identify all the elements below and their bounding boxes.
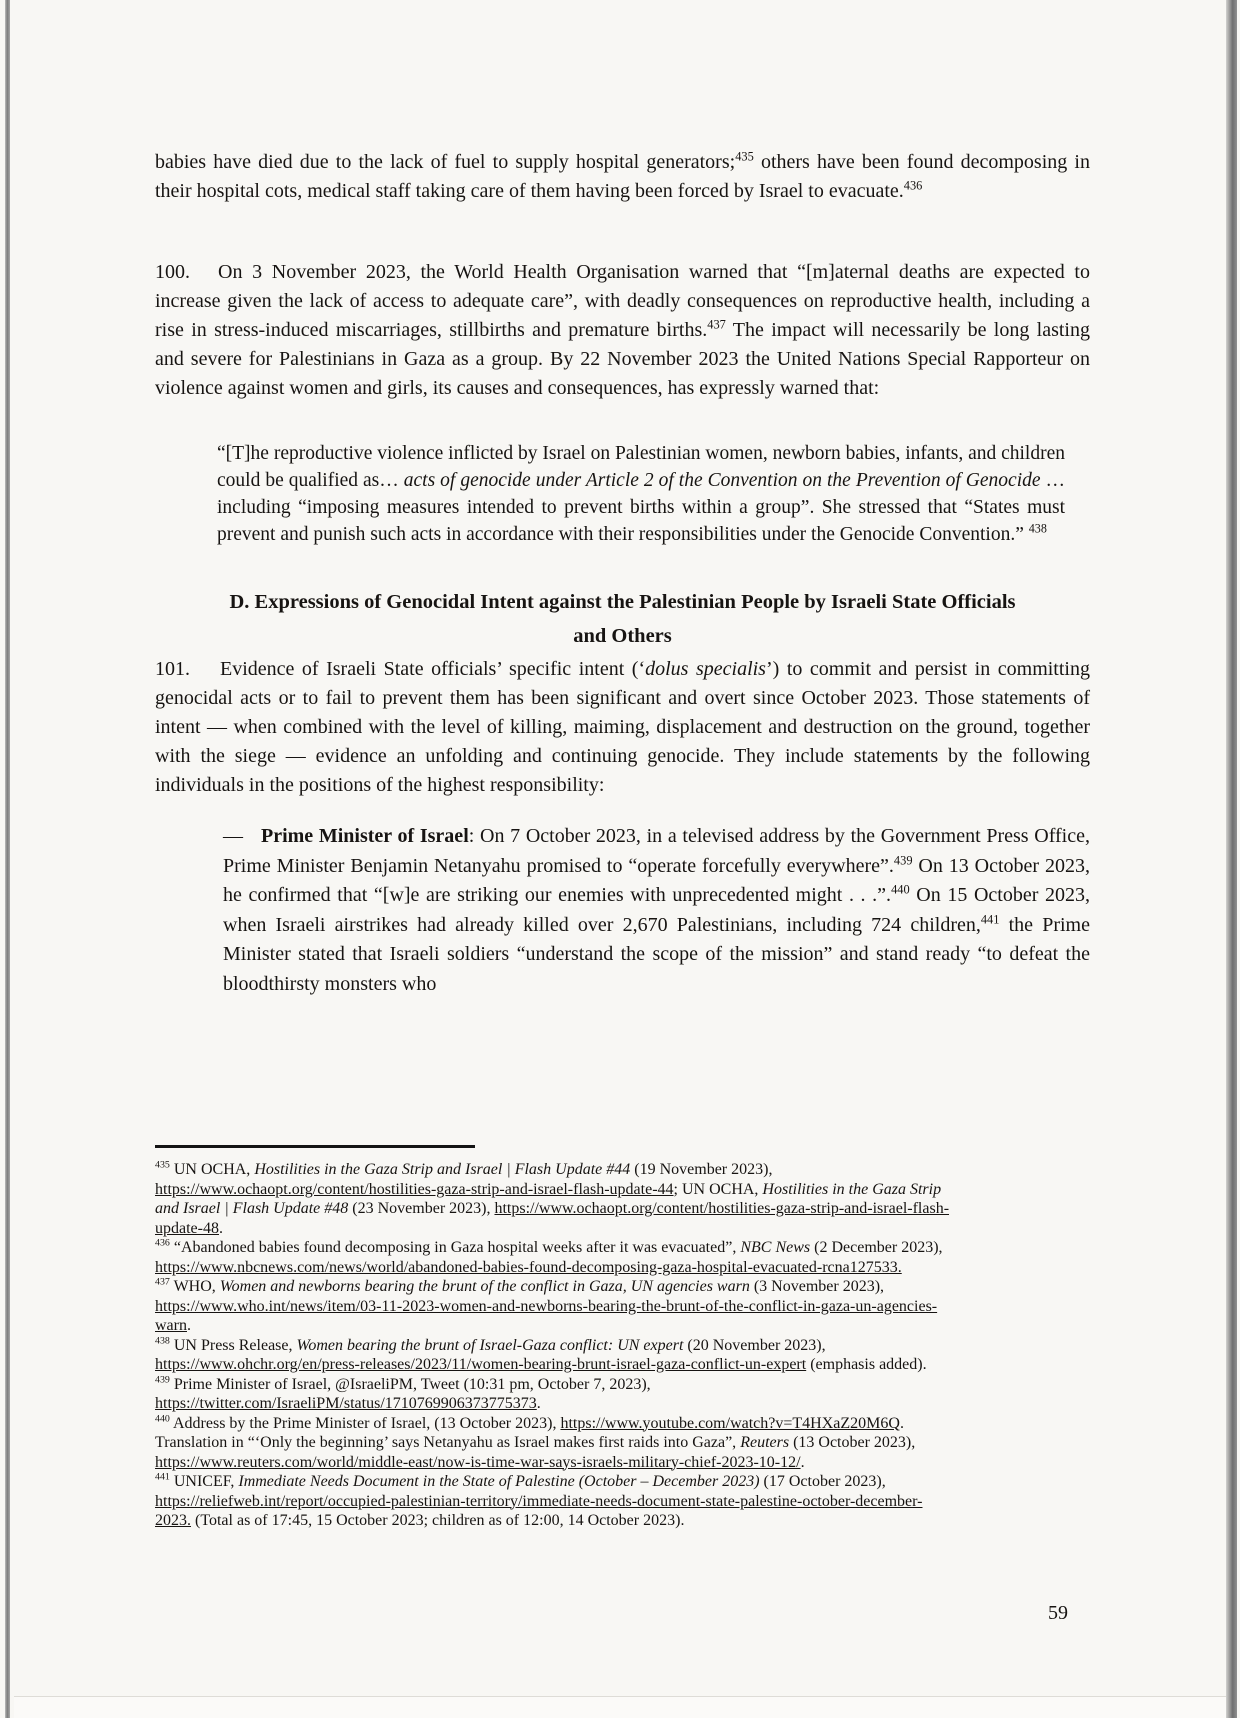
hyperlink[interactable]: https://twitter.com/IsraeliPM/status/1710769906373775373 bbox=[155, 1395, 537, 1412]
footnote-435 bbox=[155, 1160, 1090, 1238]
hyperlink[interactable]: 2023. bbox=[155, 1512, 191, 1529]
hyperlink[interactable]: https://reliefweb.int/report/occupied-palestinian-territory/immediate-needs-document-state-palestine-october-december- bbox=[155, 1492, 923, 1510]
text-run: (19 November 2023), bbox=[630, 1161, 773, 1178]
footnote-439 bbox=[155, 1375, 1090, 1414]
italic-run: acts of genocide under Article 2 of the Convention on the Prevention of Genocide bbox=[403, 470, 1041, 491]
text-run: (Total as of 17:45, 15 October 2023; children as of 12:00, 14 October 2023). bbox=[191, 1512, 685, 1529]
text-run: 100. bbox=[155, 261, 190, 283]
text-run: On 15 October 2023, when Israeli airstrikes had already killed over 2,670 Palestinians, including 724 children, bbox=[223, 884, 1090, 936]
superscript-ref: 440 bbox=[891, 882, 910, 897]
text-run: (17 October 2023), bbox=[759, 1473, 886, 1490]
italic-run: NBC News bbox=[740, 1239, 811, 1256]
text-run: 101. bbox=[155, 658, 190, 680]
page-number: 59 bbox=[1048, 1602, 1068, 1624]
superscript-ref: 436 bbox=[155, 1237, 170, 1249]
superscript-ref: 441 bbox=[155, 1471, 170, 1483]
text-run: . bbox=[899, 1414, 904, 1432]
text-run: “[T]he reproductive violence inflicted by Israel on Palestinian women, newborn babies, infants, and children could be qualified as… bbox=[217, 443, 1065, 491]
text-run: On 13 October 2023, he confirmed that “[w]e are striking our enemies with unprecedented might . . .”. bbox=[223, 854, 1091, 906]
text-run: UNICEF, bbox=[169, 1473, 239, 1490]
text-run: Prime Minister of Israel, @IsraeliPM, Tweet (10:31 pm, October 7, 2023), bbox=[169, 1375, 651, 1393]
paragraph-100 bbox=[155, 258, 1090, 403]
hyperlink[interactable]: https://www.ohchr.org/en/press-releases/2023/11/women-bearing-brunt-israel-gaza-conflict-un-expert bbox=[155, 1356, 807, 1373]
text-run: : On 7 October 2023, in a televised address by the Government Press Office, Prime Minister Benjamin Netanyahu promised to “operate forcefully everywhere”. bbox=[223, 825, 1090, 877]
text-run: The impact will necessarily be long lasting and severe for Palestinians in Gaza as a group. By 22 November 2023 the United Nations Special Rapporteur on violence against women and girls, its causes and consequences, has expressly warned that: bbox=[155, 319, 1090, 399]
text-run: Translation in “‘Only the beginning’ says Netanyahu as Israel makes first raids into Gaza”, bbox=[155, 1434, 741, 1451]
italic-run: Hostilities in the Gaza Strip and Israel | Flash Update #44 bbox=[254, 1161, 631, 1178]
bold-run: Prime Minister of Israel bbox=[261, 825, 469, 847]
section-heading-d bbox=[155, 585, 1090, 653]
section-heading-line2: and Others bbox=[573, 625, 672, 647]
scan-right-edge-bar bbox=[1226, 0, 1237, 1718]
superscript-ref: 435 bbox=[735, 149, 754, 164]
hyperlink[interactable]: update-48 bbox=[155, 1219, 219, 1237]
block-quote bbox=[217, 440, 1065, 548]
text-run: the Prime Minister stated that Israeli soldiers “understand the scope of the mission” and stand ready “to defeat the bloodthirsty monsters who bbox=[223, 913, 1090, 995]
footnote-440 bbox=[155, 1414, 1090, 1473]
italic-run: Women and newborns bearing the brunt of the conflict in Gaza, UN agencies warn bbox=[219, 1278, 750, 1295]
footnotes-section bbox=[155, 1160, 1090, 1531]
section-heading-line1: D. Expressions of Genocidal Intent against the Palestinian People by Israeli State Officials bbox=[229, 591, 1016, 613]
text-run: “Abandoned babies found decomposing in Gaza hospital weeks after it was evacuated”, bbox=[169, 1239, 741, 1256]
text-run: Evidence of Israeli State officials’ specific intent (‘ bbox=[220, 658, 646, 680]
bullet-prime-minister bbox=[223, 822, 1090, 999]
text-run: ’) to commit and persist in committing genocidal acts or to fail to prevent them has been significant and overt since October 2023. Those statements of intent — when combined with the level of killing, maiming, displacement and destruction on the ground, together with the siege — evidence an unfolding and continuing genocide. They include statements by the following individuals in the positions of the highest responsibility: bbox=[155, 658, 1090, 796]
superscript-ref: 437 bbox=[707, 317, 726, 332]
text-run: . bbox=[186, 1317, 191, 1334]
text-run: . bbox=[218, 1219, 223, 1237]
paragraph-101 bbox=[155, 655, 1090, 800]
superscript-ref: 438 bbox=[155, 1335, 170, 1347]
superscript-ref: 436 bbox=[903, 178, 923, 193]
hyperlink[interactable]: warn bbox=[155, 1317, 187, 1334]
superscript-ref: 435 bbox=[155, 1159, 170, 1171]
superscript-ref: 441 bbox=[980, 911, 1000, 926]
paragraph-continuation bbox=[155, 148, 1090, 206]
scan-bottom-margin bbox=[14, 1697, 1226, 1718]
text-run: UN OCHA, bbox=[169, 1161, 255, 1178]
text-run: … including “imposing measures intended to prevent births within a group”. She stressed that “States must prevent and punish such acts in accordance with their responsibilities under the Genocide Convention.” bbox=[217, 470, 1066, 545]
text-run: — bbox=[223, 825, 243, 847]
text-run: On 3 November 2023, the World Health Organisation warned that “[m]aternal deaths are expected to increase given the lack of access to adequate care”, with deadly consequences on reproductive health, including a rise in stress-induced miscarriages, stillbirths and premature births. bbox=[155, 261, 1090, 341]
text-run: (13 October 2023), bbox=[789, 1434, 916, 1451]
text-run: (3 November 2023), bbox=[749, 1278, 885, 1295]
text-run: WHO, bbox=[169, 1278, 220, 1295]
hyperlink[interactable]: https://www.ochaopt.org/content/hostilities-gaza-strip-and-israel-flash-update-44 bbox=[155, 1180, 674, 1198]
hyperlink[interactable]: https://www.ochaopt.org/content/hostilities-gaza-strip-and-israel-flash- bbox=[494, 1200, 950, 1217]
italic-run: dolus specialis bbox=[645, 658, 766, 680]
hyperlink[interactable]: https://www.who.int/news/item/03-11-2023-women-and-newborns-bearing-the-brunt-of-the-conflict-in-gaza-un-agencies- bbox=[155, 1297, 938, 1315]
hyperlink[interactable]: https://www.youtube.com/watch?v=T4HXaZ20M6Q bbox=[560, 1414, 900, 1432]
footnote-441 bbox=[155, 1472, 1090, 1531]
text-run: ; UN OCHA, bbox=[673, 1180, 763, 1198]
text-run: (emphasis added). bbox=[806, 1356, 927, 1373]
hyperlink[interactable]: https://www.nbcnews.com/news/world/abandoned-babies-found-decomposing-gaza-hospital-evacuated-rcna127533. bbox=[155, 1258, 902, 1276]
superscript-ref: 437 bbox=[155, 1276, 170, 1288]
text-run: babies have died due to the lack of fuel to supply hospital generators; bbox=[155, 151, 736, 173]
text-run: UN Press Release, bbox=[169, 1336, 297, 1354]
text-run: (2 December 2023), bbox=[810, 1239, 943, 1256]
italic-run: Reuters bbox=[740, 1434, 790, 1451]
superscript-ref: 440 bbox=[155, 1413, 170, 1425]
footnote-438 bbox=[155, 1336, 1090, 1375]
footnote-separator-rule bbox=[155, 1145, 475, 1148]
italic-run: Immediate Needs Document in the State of Palestine (October – December 2023) bbox=[238, 1473, 760, 1490]
hyperlink[interactable]: https://www.reuters.com/world/middle-east/now-is-time-war-says-israels-military-chief-2023-10-12/ bbox=[155, 1453, 801, 1471]
superscript-ref: 439 bbox=[155, 1374, 170, 1386]
text-run: others have been found decomposing in their hospital cots, medical staff taking care of them having been forced by Israel to evacuate. bbox=[155, 151, 1090, 202]
text-run: . bbox=[800, 1453, 805, 1471]
italic-run: Women bearing the brunt of Israel-Gaza conflict: UN expert bbox=[296, 1336, 684, 1354]
superscript-ref: 438 bbox=[1028, 521, 1047, 536]
footnote-437 bbox=[155, 1277, 1090, 1336]
superscript-ref: 439 bbox=[893, 852, 913, 867]
italic-run: and Israel | Flash Update #48 bbox=[155, 1200, 349, 1217]
footnote-436 bbox=[155, 1238, 1090, 1277]
text-run: . bbox=[536, 1395, 541, 1412]
text-run: (23 November 2023), bbox=[348, 1200, 495, 1217]
scan-left-edge-bar bbox=[5, 0, 10, 1718]
italic-run: Hostilities in the Gaza Strip bbox=[762, 1180, 942, 1198]
text-run: (20 November 2023), bbox=[683, 1336, 826, 1354]
text-run: Address by the Prime Minister of Israel, (13 October 2023), bbox=[169, 1414, 561, 1432]
